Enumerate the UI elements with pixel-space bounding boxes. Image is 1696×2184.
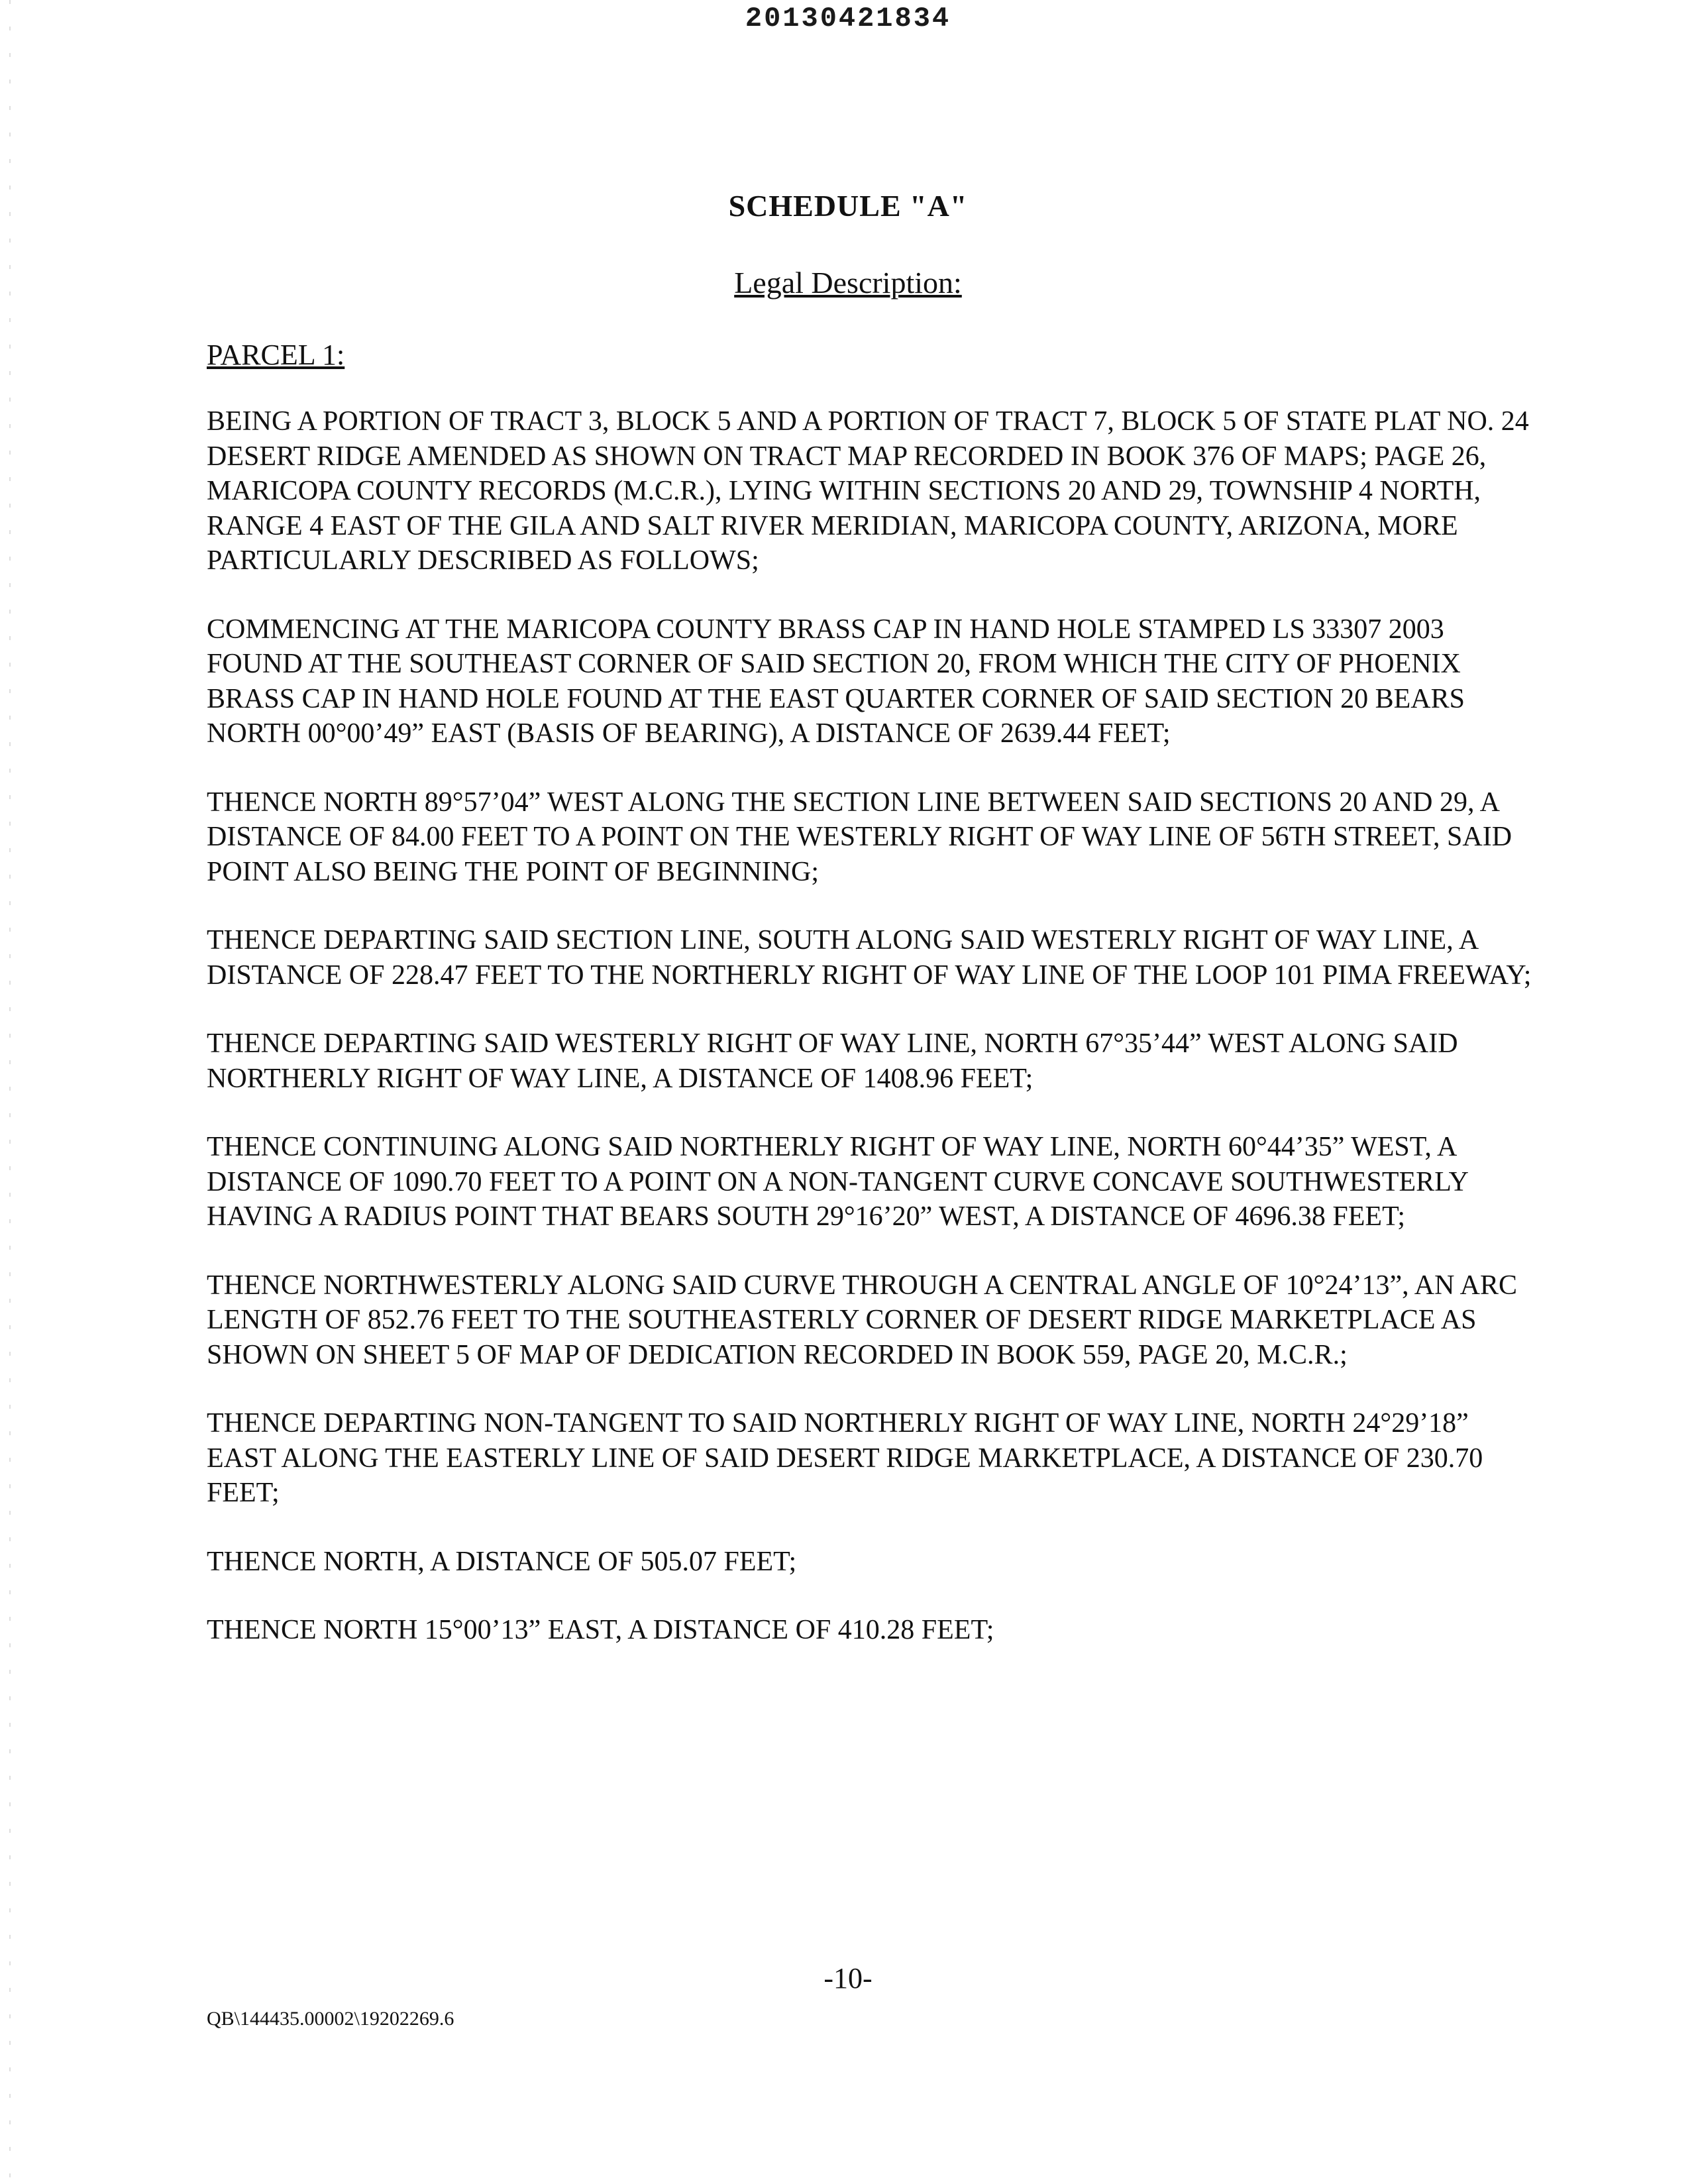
paragraph-curve-arc: THENCE NORTHWESTERLY ALONG SAID CURVE THROUGH A CENTRAL ANGLE OF 10°24’13”, AN ARC LENGTH OF 852.76 FEET TO THE SOUTHEASTERLY CORNER OF DESERT RIDGE MARKETPLACE AS SHOWN ON SHEET 5 OF MAP OF DEDICATION RECORDED IN BOOK 559, PAGE 20, M.C.R.; [207,1270,1517,1370]
paragraph-south-course: THENCE DEPARTING SAID SECTION LINE, SOUTH ALONG SAID WESTERLY RIGHT OF WAY LINE, A DISTANCE OF 228.47 FEET TO THE NORTHERLY RIGHT OF WAY LINE OF THE LOOP 101 PIMA FREEWAY; [207,925,1532,991]
paragraph-point-of-beginning: THENCE NORTH 89°57’04” WEST ALONG THE SECTION LINE BETWEEN SAID SECTIONS 20 AND 29, A DISTANCE OF 84.00 FEET TO A POINT ON THE WESTERLY RIGHT OF WAY LINE OF 56TH STREET, SAID POINT ALSO BEING THE POINT OF BEGINNING; [207,787,1512,887]
page-number: -10- [823,1962,873,1994]
document-number: 20130421834 [745,3,951,34]
schedule-title: SCHEDULE "A" [728,189,968,223]
paragraph-easterly-line: THENCE DEPARTING NON-TANGENT TO SAID NORTHERLY RIGHT OF WAY LINE, NORTH 24°29’18” EAST ALONG THE EASTERLY LINE OF SAID DESERT RIDGE MARKETPLACE, A DISTANCE OF 230.70 FEET; [207,1408,1483,1508]
paragraph-north-east-course: THENCE NORTH 15°00’13” EAST, A DISTANCE OF 410.28 FEET; [207,1615,994,1645]
paragraph-parcel-intro: BEING A PORTION OF TRACT 3, BLOCK 5 AND A PORTION OF TRACT 7, BLOCK 5 OF STATE PLAT NO. 24 DESERT RIDGE AMENDED AS SHOWN ON TRACT MAP RECORDED IN BOOK 376 OF MAPS; PAGE 26, MARICOPA COUNTY RECORDS (M.C.R.), LYING WITHIN SECTIONS 20 AND 29, TOWNSHIP 4 NORTH, RANGE 4 EAST OF THE GILA AND SALT RIVER MERIDIAN, MARICOPA COUNTY, ARIZONA, MORE PARTICULARLY DESCRIBED AS FOLLOWS; [207,406,1529,576]
legal-description-heading: Legal Description: [734,266,962,300]
paragraph-north-west-course: THENCE DEPARTING SAID WESTERLY RIGHT OF WAY LINE, NORTH 67°35’44” WEST ALONG SAID NORTHERLY RIGHT OF WAY LINE, A DISTANCE OF 1408.96 FEET; [207,1028,1458,1094]
legal-description-body [207,404,1532,1682]
paragraph-commencing: COMMENCING AT THE MARICOPA COUNTY BRASS CAP IN HAND HOLE STAMPED LS 33307 2003 FOUND AT THE SOUTHEAST CORNER OF SAID SECTION 20, FROM WHICH THE CITY OF PHOENIX BRASS CAP IN HAND HOLE FOUND AT THE EAST QUARTER CORNER OF SAID SECTION 20 BEARS NORTH 00°00’49” EAST (BASIS OF BEARING), A DISTANCE OF 2639.44 FEET; [207,614,1465,749]
parcel-heading: PARCEL 1: [207,339,345,371]
paragraph-north-course: THENCE NORTH, A DISTANCE OF 505.07 FEET; [207,1546,797,1577]
scan-edge-marks [9,0,11,2184]
file-reference: QB\144435.00002\19202269.6 [207,2008,454,2030]
paragraph-curve-start: THENCE CONTINUING ALONG SAID NORTHERLY RIGHT OF WAY LINE, NORTH 60°44’35” WEST, A DISTANCE OF 1090.70 FEET TO A POINT ON A NON-TANGENT CURVE CONCAVE SOUTHWESTERLY HAVING A RADIUS POINT THAT BEARS SOUTH 29°16’20” WEST, A DISTANCE OF 4696.38 FEET; [207,1132,1468,1232]
